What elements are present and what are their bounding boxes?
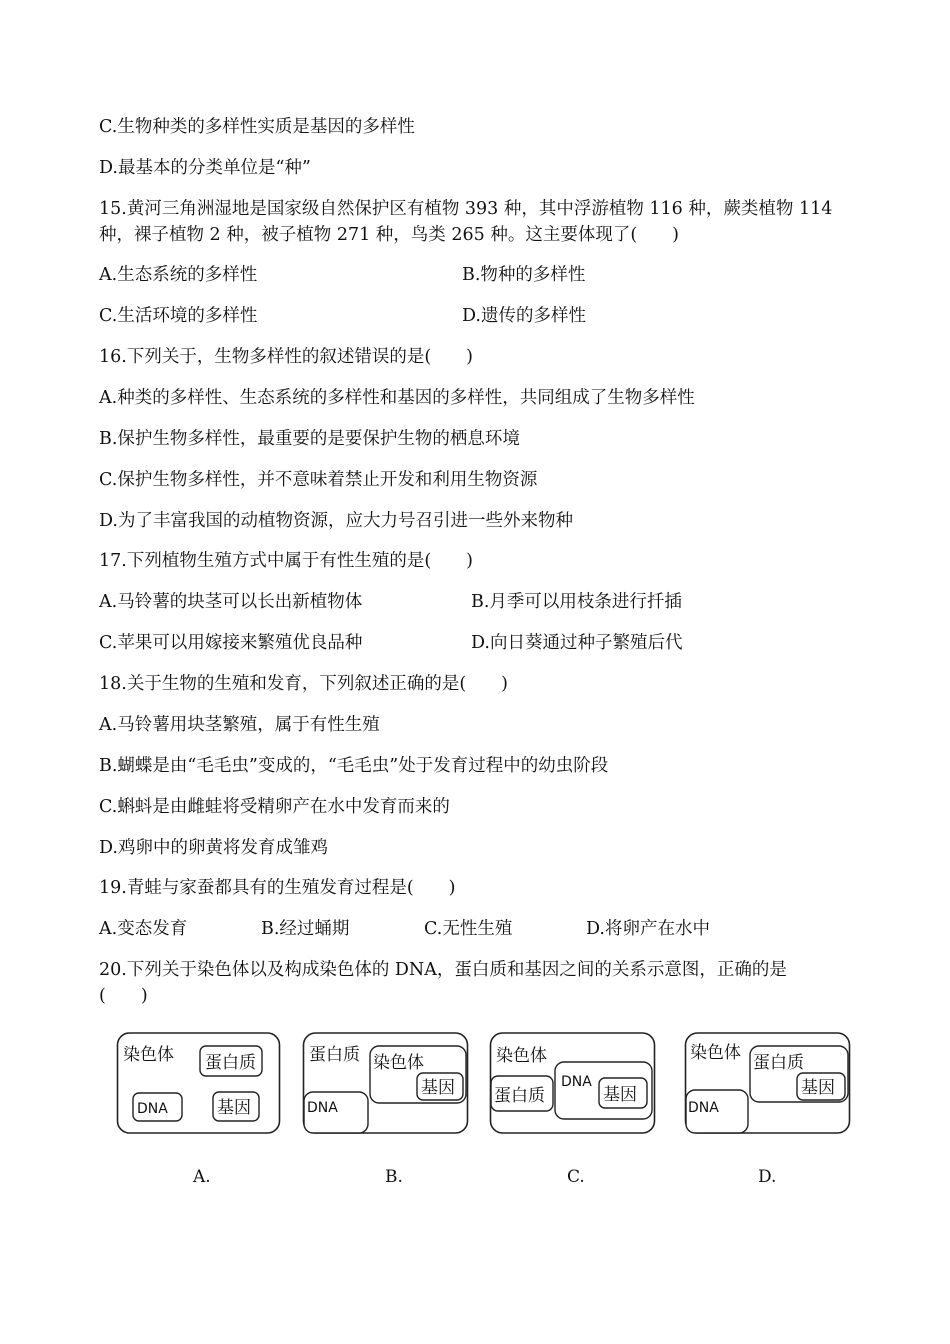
option-a-q16: A.种类的多样性、生态系统的多样性和基因的多样性，共同组成了生物多样性 [99,388,695,408]
option-c-q14: C.生物种类的多样性实质是基因的多样性 [99,117,415,137]
diagram-b [302,1030,470,1140]
diagram-c-chromosome: 染色体 [496,1046,547,1066]
question-20-stem-line2: ( ) [99,986,148,1006]
option-b-q17: B.月季可以用枝条进行扦插 [471,592,682,612]
diagram-b-label: B. [385,1167,403,1187]
diagram-a-label: A. [193,1167,211,1187]
option-c-q15: C.生活环境的多样性 [99,306,258,326]
diagram-a-chromosome: 染色体 [123,1045,174,1065]
option-d-q15: D.遗传的多样性 [462,306,586,326]
diagram-b-gene: 基因 [421,1078,455,1098]
diagram-d-protein: 蛋白质 [753,1053,804,1073]
option-a-q15: A.生态系统的多样性 [99,265,258,285]
diagram-b-chromosome: 染色体 [373,1053,424,1073]
diagram-a-gene: 基因 [217,1098,251,1118]
diagram-d-gene: 基因 [801,1078,835,1098]
diagram-a-dna: DNA [137,1101,168,1117]
question-15-stem-line1: 15.黄河三角洲湿地是国家级自然保护区有植物 393 种，其中浮游植物 116 种，蕨类植物 114 [99,199,833,219]
option-d-q14: D.最基本的分类单位是“种” [99,158,311,178]
option-c-q17: C.苹果可以用嫁接来繁殖优良品种 [99,633,363,653]
option-b-q15: B.物种的多样性 [462,265,586,285]
diagram-c-gene: 基因 [603,1085,637,1105]
option-a-q17: A.马铃薯的块茎可以长出新植物体 [99,592,363,612]
option-d-q18: D.鸡卵中的卵黄将发育成雏鸡 [99,838,328,858]
question-18-stem: 18.关于生物的生殖和发育，下列叙述正确的是( ) [99,674,508,694]
option-a-q19: A.变态发育 [99,919,188,939]
option-c-q18: C.蝌蚪是由雌蛙将受精卵产在水中发育而来的 [99,797,450,817]
diagram-d [684,1030,852,1140]
option-c-q19: C.无性生殖 [424,919,513,939]
question-20-stem-line1: 20.下列关于染色体以及构成染色体的 DNA，蛋白质和基因之间的关系示意图，正确的是 [99,960,787,980]
diagram-b-dna: DNA [307,1100,338,1116]
option-b-q18: B.蝴蝶是由“毛毛虫”变成的，“毛毛虫”处于发育过程中的幼虫阶段 [99,756,609,776]
diagram-c-dna: DNA [561,1074,592,1090]
diagram-c [489,1030,657,1140]
question-16-stem: 16.下列关于，生物多样性的叙述错误的是( ) [99,347,473,367]
diagram-d-chromosome: 染色体 [690,1043,741,1063]
diagram-d-label: D. [758,1167,777,1187]
option-d-q19: D.将卵产在水中 [586,919,710,939]
option-d-q16: D.为了丰富我国的动植物资源，应大力号召引进一些外来物种 [99,511,573,531]
diagram-a-protein: 蛋白质 [205,1053,256,1073]
question-17-stem: 17.下列植物生殖方式中属于有性生殖的是( ) [99,551,473,571]
option-b-q19: B.经过蛹期 [261,919,350,939]
option-b-q16: B.保护生物多样性，最重要的是要保护生物的栖息环境 [99,429,520,449]
diagram-c-label: C. [567,1167,585,1187]
option-c-q16: C.保护生物多样性，并不意味着禁止开发和利用生物资源 [99,470,538,490]
diagram-c-protein: 蛋白质 [494,1086,545,1106]
diagram-a [116,1030,282,1140]
diagram-d-dna: DNA [688,1100,719,1116]
question-19-stem: 19.青蛙与家蚕都具有的生殖发育过程是( ) [99,878,456,898]
question-15-stem-line2: 种，裸子植物 2 种，被子植物 271 种，鸟类 265 种。这主要体现了( ) [99,225,679,245]
option-d-q17: D.向日葵通过种子繁殖后代 [471,633,683,653]
diagram-b-protein: 蛋白质 [309,1045,360,1065]
option-a-q18: A.马铃薯用块茎繁殖，属于有性生殖 [99,715,380,735]
